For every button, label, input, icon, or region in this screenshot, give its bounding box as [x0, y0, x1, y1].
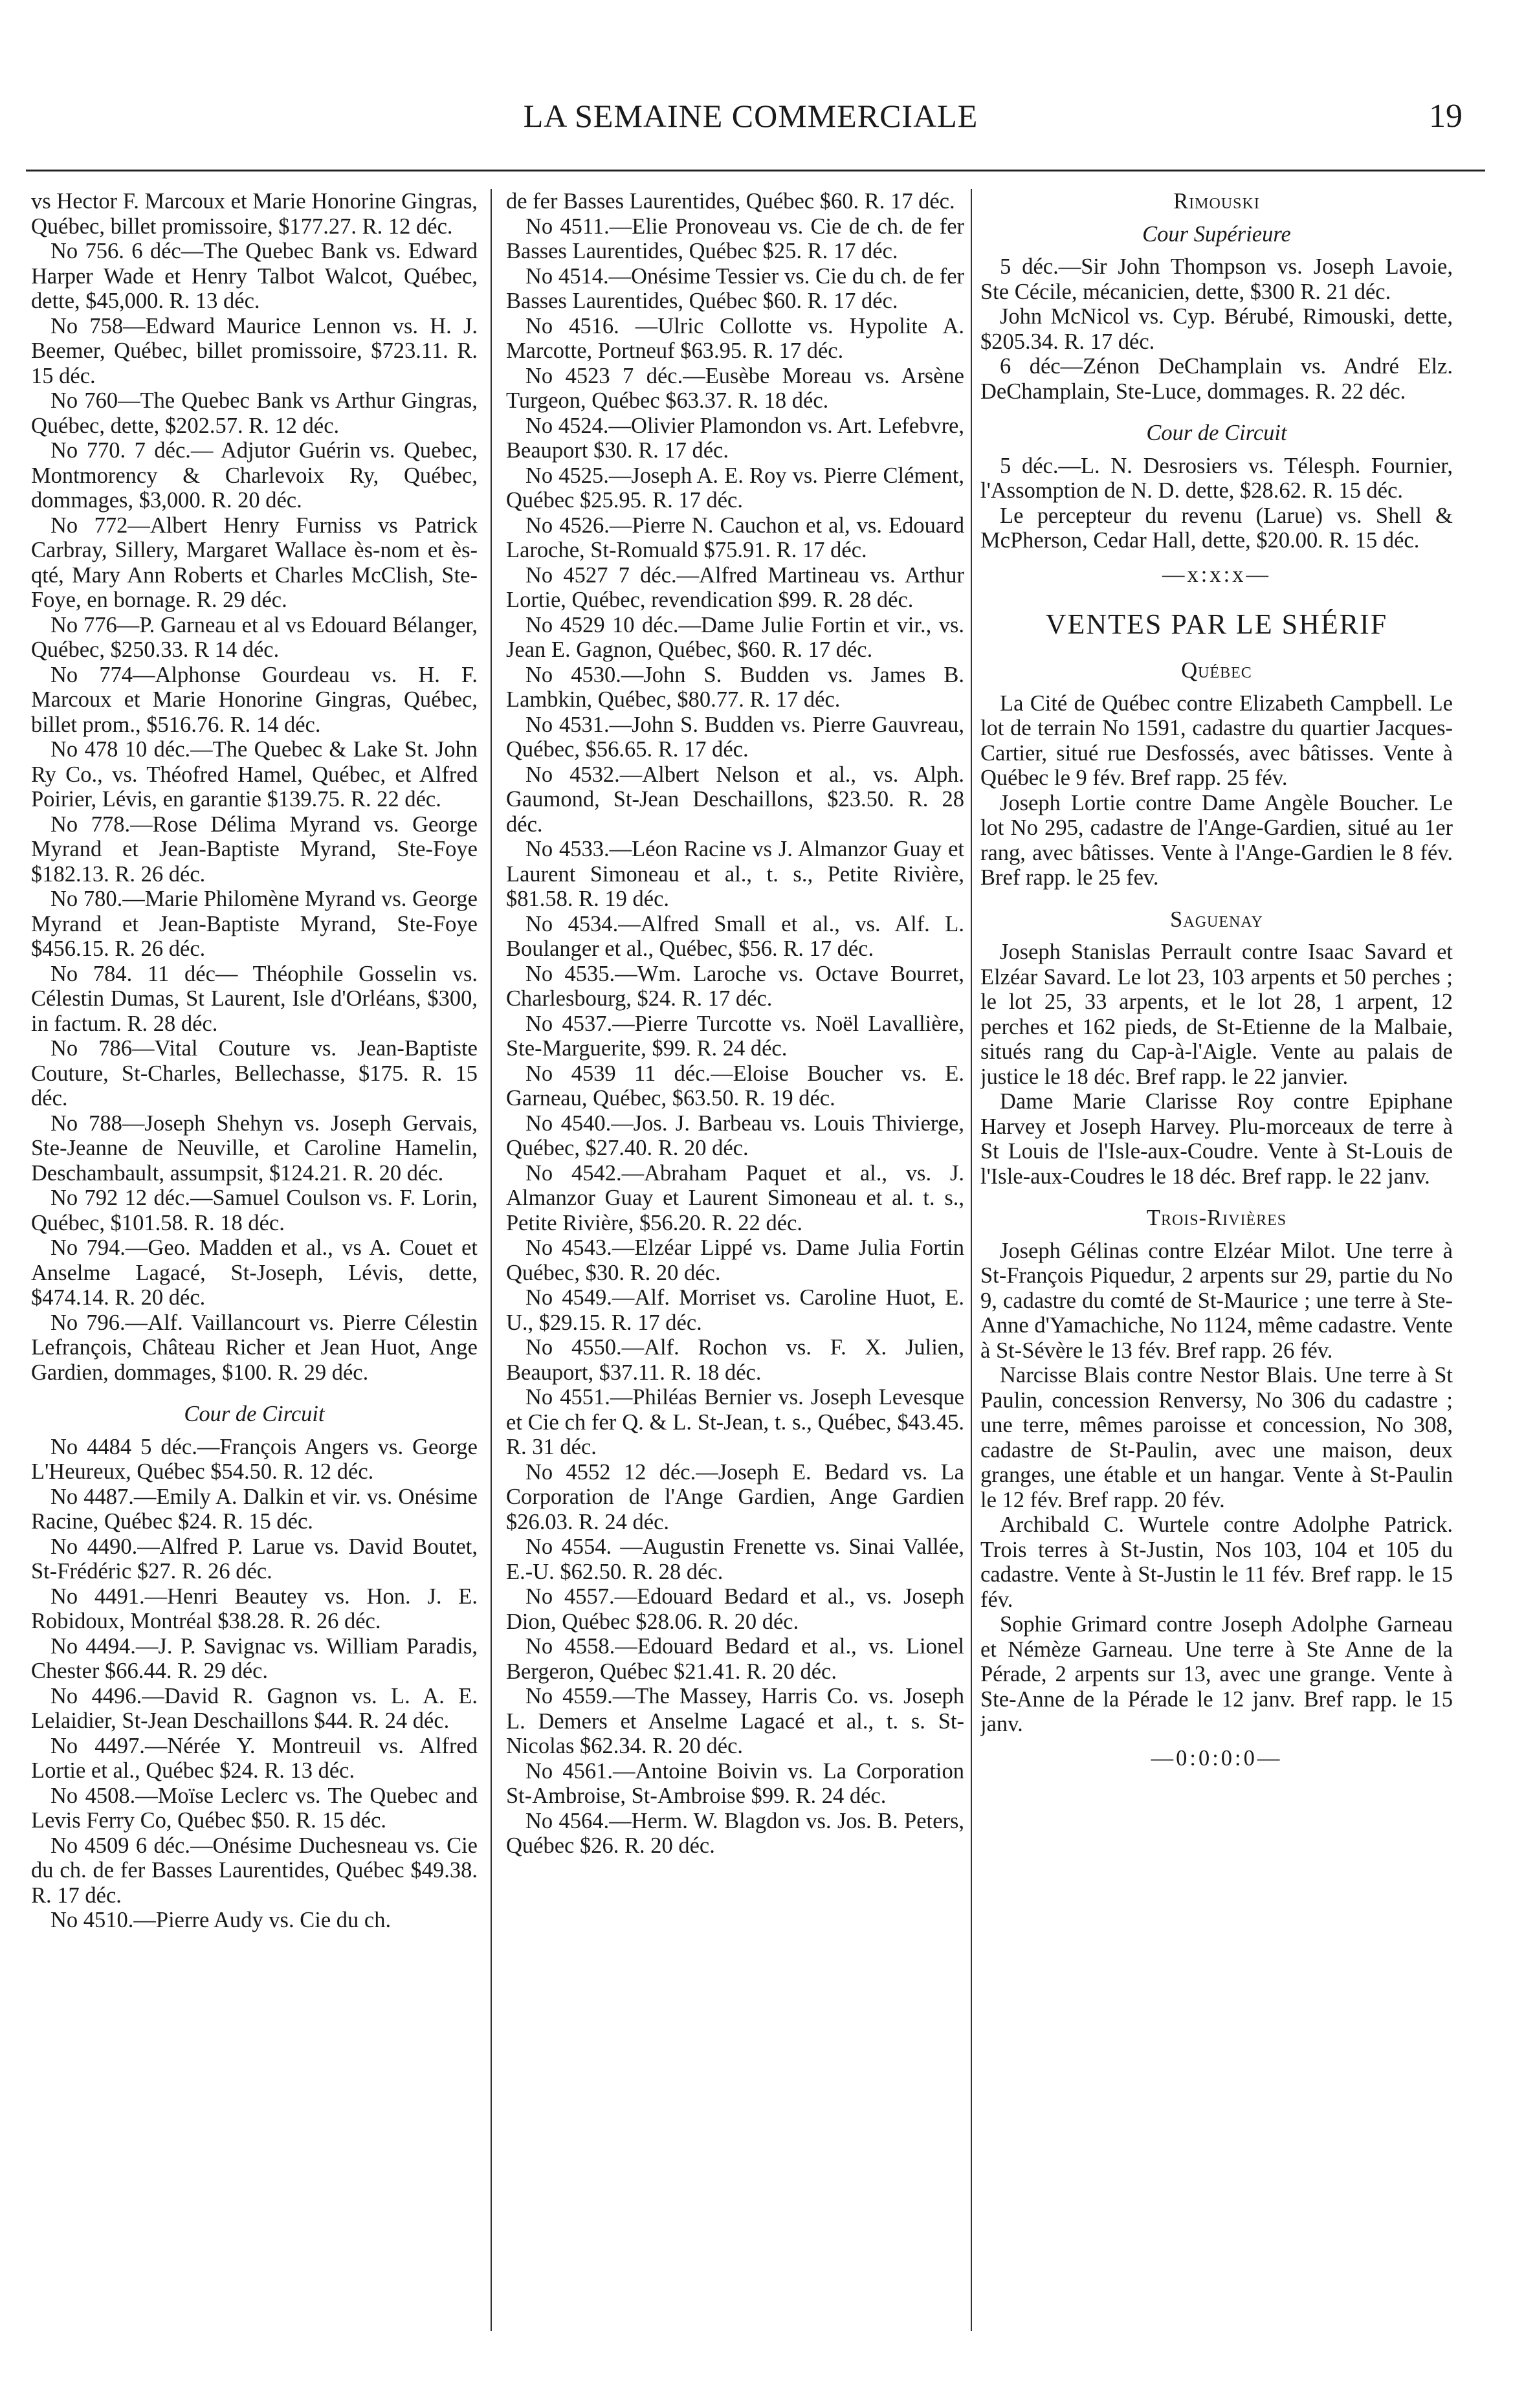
court-entry: No 4508.—Moïse Leclerc vs. The Quebec and Levis Ferry Co, Québec $50. R. 15 déc. — [31, 1783, 478, 1833]
section-heading: Cour de Circuit — [184, 1402, 325, 1426]
court-entry: No 4533.—Léon Racine vs J. Almanzor Guay et Laurent Simoneau et al., t. s., Petite Rivière, $81.58. R. 19 déc. — [506, 837, 964, 911]
court-entry: No 4550.—Alf. Rochon vs. F. X. Julien, Beauport, $37.11. R. 18 déc. — [506, 1335, 964, 1385]
court-entry: No 4554. —Augustin Frenette vs. Sinai Vallée, E.-U. $62.50. R. 28 déc. — [506, 1534, 964, 1584]
sale-entry: Joseph Lortie contre Dame Angèle Boucher. Le lot No 295, cadastre de l'Ange-Gardien, situé au 1er rang, avec bâtisses. Vente à l'Ange-Gardien le 8 fév. Bref rapp. le 25 fev. — [980, 790, 1453, 890]
court-entry: No 4549.—Alf. Morriset vs. Caroline Huot, E. U., $29.15. R. 17 déc. — [506, 1285, 964, 1335]
court-entry: No 4510.—Pierre Audy vs. Cie du ch. — [50, 1908, 392, 1932]
court-entry: No 4487.—Emily A. Dalkin et vir. vs. Onésime Racine, Québec $24. R. 15 déc. — [31, 1484, 478, 1534]
section-subheading: Saguenay — [1170, 907, 1263, 932]
column-divider — [491, 189, 492, 2331]
header-rule — [26, 170, 1485, 171]
court-entry: No 478 10 déc.—The Quebec & Lake St. John Ry Co., vs. Théofred Hamel, Québec, et Alfred Poirier, Lévis, en garantie $139.75. R. 22 déc. — [31, 737, 478, 812]
court-entry: No 792 12 déc.—Samuel Coulson vs. F. Lorin, Québec, $101.58. R. 18 déc. — [31, 1186, 478, 1235]
court-entry: No 4494.—J. P. Savignac vs. William Paradis, Chester $66.44. R. 29 déc. — [31, 1633, 478, 1683]
court-entry: No 4484 5 déc.—François Angers vs. George L'Heureux, Québec $54.50. R. 12 déc. — [31, 1434, 478, 1484]
court-entry: No 4509 6 déc.—Onésime Duchesneau vs. Cie du ch. de fer Basses Laurentides, Québec $49.38. R. 17 déc. — [31, 1833, 478, 1908]
court-entry: No 4511.—Elie Pronoveau vs. Cie de ch. de fer Basses Laurentides, Québec $25. R. 17 déc. — [506, 214, 964, 263]
court-entry: No 760—The Quebec Bank vs Arthur Gingras, Québec, dette, $202.57. R. 12 déc. — [31, 388, 478, 438]
court-entry: No 784. 11 déc— Théophile Gosselin vs. Célestin Dumas, St Laurent, Isle d'Orléans, $300, in factum. R. 28 déc. — [31, 961, 478, 1036]
court-entry: No 772—Albert Henry Furniss vs Patrick Carbray, Sillery, Margaret Wallace ès-nom et ès-qté, Mary Ann Roberts et Charles McClish, Ste-Foye, en bornage. R. 29 déc. — [31, 513, 478, 612]
court-entry: No 4559.—The Massey, Harris Co. vs. Joseph L. Demers et Anselme Lagacé et al., t. s. St-Nicolas $62.34. R. 20 déc. — [506, 1684, 964, 1758]
column-divider — [971, 189, 972, 2331]
court-entry: No 4516. —Ulric Collotte vs. Hypolite A. Marcotte, Portneuf $63.95. R. 17 déc. — [506, 313, 964, 363]
running-head — [39, 97, 1463, 155]
court-entry: No 4558.—Edouard Bedard et al., vs. Lionel Bergeron, Québec $21.41. R. 20 déc. — [506, 1634, 964, 1684]
sale-entry: Joseph Gélinas contre Elzéar Milot. Une terre à St-François Piquedur, 2 arpents sur 29, partie du No 9, cadastre du comté de St-Maurice ; une terre à Ste-Anne d'Yamachiche, No 1124, même cadastre. Vente à St-Sévère le 13 fév. Bref rapp. 26 fév. — [980, 1238, 1453, 1363]
court-entry: de fer Basses Laurentides, Québec $60. R. 17 déc. — [506, 189, 955, 214]
court-entry: No 4539 11 déc.—Eloise Boucher vs. E. Garneau, Québec, $63.50. R. 19 déc. — [506, 1061, 964, 1110]
court-entry: No 4557.—Edouard Bedard et al., vs. Joseph Dion, Québec $28.06. R. 20 déc. — [506, 1584, 964, 1634]
court-entry: No 4534.—Alfred Small et al., vs. Alf. L. Boulanger et al., Québec, $56. R. 17 déc. — [506, 911, 964, 961]
court-entry: No 756. 6 déc—The Quebec Bank vs. Edward Harper Wade et Henry Talbot Walcot, Québec, dette, $45,000. R. 13 déc. — [31, 239, 478, 313]
court-entry: No 780.—Marie Philomène Myrand vs. George Myrand et Jean-Baptiste Myrand, Ste-Foye $456.15. R. 26 déc. — [31, 887, 478, 961]
section-subheading: Cour de Circuit — [1146, 421, 1287, 445]
section-heading: Rimouski — [1173, 189, 1260, 214]
section-heading: VENTES PAR LE SHÉRIF — [1045, 608, 1388, 640]
court-entry: No 4514.—Onésime Tessier vs. Cie du ch. de fer Basses Laurentides, Québec $60. R. 17 déc. — [506, 263, 964, 313]
court-entry: 5 déc.—Sir John Thompson vs. Joseph Lavoie, Ste Cécile, mécanicien, dette, $300 R. 21 déc. — [980, 254, 1453, 304]
court-entry: No 4496.—David R. Gagnon vs. L. A. E. Lelaidier, St-Jean Deschaillons $44. R. 24 déc. — [31, 1683, 478, 1733]
court-entry: No 778.—Rose Délima Myrand vs. George Myrand et Jean-Baptiste Myrand, Ste-Foye $182.13. R. 26 déc. — [31, 812, 478, 887]
court-entry: No 4551.—Philéas Bernier vs. Joseph Levesque et Cie ch fer Q. & L. St-Jean, t. s., Québec, $43.45. R. 31 déc. — [506, 1385, 964, 1459]
section-subheading: Cour Supérieure — [1142, 221, 1291, 247]
column-2 — [506, 189, 964, 2389]
court-entry: No 4491.—Henri Beautey vs. Hon. J. E. Robidoux, Montréal $38.28. R. 26 déc. — [31, 1584, 478, 1633]
sale-entry: Narcisse Blais contre Nestor Blais. Une terre à St Paulin, concession Renversy, No 306 du cadastre ; une terre, mêmes paroisse et concession, No 308, cadastre de St-Paulin, avec une maison, deux granges, une étable et un hangar. Vente à St-Paulin le 12 fév. Bref rapp. 20 fév. — [980, 1363, 1453, 1512]
court-entry: No 4531.—John S. Budden vs. Pierre Gauvreau, Québec, $56.65. R. 17 déc. — [506, 712, 964, 762]
court-entry: No 4537.—Pierre Turcotte vs. Noël Lavallière, Ste-Marguerite, $99. R. 24 déc. — [506, 1011, 964, 1061]
court-entry: No 4523 7 déc.—Eusèbe Moreau vs. Arsène Turgeon, Québec $63.37. R. 18 déc. — [506, 363, 964, 413]
court-entry: No 4526.—Pierre N. Cauchon et al, vs. Edouard Laroche, St-Romuald $75.91. R. 17 déc. — [506, 513, 964, 562]
sale-entry: Dame Marie Clarisse Roy contre Epiphane Harvey et Joseph Harvey. Plu-morceaux de terre à St Louis de l'Isle-aux-Coudre. Vente à St-Louis de l'Isle-aux-Coudres le 18 déc. Bref rapp. le 22 janv. — [980, 1089, 1453, 1189]
court-entry: No 774—Alphonse Gourdeau vs. H. F. Marcoux et Marie Honorine Gingras, Québec, billet prom., $516.76. R. 14 déc. — [31, 662, 478, 737]
column-1 — [31, 189, 478, 2389]
court-entry: No 4490.—Alfred P. Larue vs. David Boutet, St-Frédéric $27. R. 26 déc. — [31, 1534, 478, 1584]
court-entry: vs Hector F. Marcoux et Marie Honorine Gingras, Québec, billet promissoire, $177.27. R. 12 déc. — [31, 189, 478, 239]
court-entry: No 758—Edward Maurice Lennon vs. H. J. Beemer, Québec, billet promissoire, $723.11. R. 15 déc. — [31, 313, 478, 388]
sale-entry: Sophie Grimard contre Joseph Adolphe Garneau et Némèze Garneau. Une terre à Ste Anne de la Pérade, 2 arpents sur 13, avec une grange. Vente à Ste-Anne de la Pérade le 12 janv. Bref rapp. le 15 janv. — [980, 1612, 1453, 1736]
page-number: 19 — [1429, 98, 1463, 135]
court-entry: No 786—Vital Couture vs. Jean-Baptiste Couture, St-Charles, Bellechasse, $175. R. 15 déc. — [31, 1036, 478, 1110]
court-entry: No 788—Joseph Shehyn vs. Joseph Gervais, Ste-Jeanne de Neuville, et Caroline Hamelin, Deschambault, assumpsit, $124.21. R. 20 déc. — [31, 1110, 478, 1186]
court-entry: John McNicol vs. Cyp. Bérubé, Rimouski, dette, $205.34. R. 17 déc. — [980, 304, 1453, 354]
ornament-separator: —x:x:x— — [1162, 562, 1271, 587]
court-entry: No 4535.—Wm. Laroche vs. Octave Bourret, Charlesbourg, $24. R. 17 déc. — [506, 961, 964, 1011]
court-entry: No 776—P. Garneau et al vs Edouard Bélanger, Québec, $250.33. R 14 déc. — [31, 612, 478, 662]
court-entry: No 4530.—John S. Budden vs. James B. Lambkin, Québec, $80.77. R. 17 déc. — [506, 662, 964, 712]
sale-entry: Archibald C. Wurtele contre Adolphe Patrick. Trois terres à St-Justin, Nos 103, 104 et 105 du cadastre. Vente à St-Justin le 11 fév. Bref rapp. le 15 fév. — [980, 1512, 1453, 1612]
court-entry: 6 déc—Zénon DeChamplain vs. André Elz. DeChamplain, Ste-Luce, dommages. R. 22 déc. — [980, 354, 1453, 404]
court-entry: No 4552 12 déc.—Joseph E. Bedard vs. La Corporation de l'Ange Gardien, Ange Gardien $26.03. R. 24 déc. — [506, 1459, 964, 1534]
section-subheading: Québec — [1181, 658, 1252, 683]
ornament-separator: —0:0:0:0— — [1151, 1745, 1283, 1771]
court-entry: No 4561.—Antoine Boivin vs. La Corporation St-Ambroise, St-Ambroise $99. R. 24 déc. — [506, 1758, 964, 1808]
court-entry: Le percepteur du revenu (Larue) vs. Shell & McPherson, Cedar Hall, dette, $20.00. R. 15 déc. — [980, 503, 1453, 553]
court-entry: No 4540.—Jos. J. Barbeau vs. Louis Thivierge, Québec, $27.40. R. 20 déc. — [506, 1110, 964, 1160]
sale-entry: La Cité de Québec contre Elizabeth Campbell. Le lot de terrain No 1591, cadastre du quartier Jacques-Cartier, situé rue Desfossés, avec bâtisses. Vente à Québec le 9 fév. Bref rapp. 25 fév. — [980, 690, 1453, 790]
page-title: LA SEMAINE COMMERCIALE — [523, 98, 978, 134]
court-entry: No 4543.—Elzéar Lippé vs. Dame Julia Fortin Québec, $30. R. 20 déc. — [506, 1235, 964, 1285]
section-subheading: Trois-Rivières — [1146, 1206, 1287, 1230]
court-entry: 5 déc.—L. N. Desrosiers vs. Télesph. Fournier, l'Assomption de N. D. dette, $28.62. R. 15 déc. — [980, 453, 1453, 503]
court-entry: No 770. 7 déc.— Adjutor Guérin vs. Quebec, Montmorency & Charlevoix Ry, Québec, dommages, $3,000. R. 20 déc. — [31, 438, 478, 513]
court-entry: No 4529 10 déc.—Dame Julie Fortin et vir., vs. Jean E. Gagnon, Québec, $60. R. 17 déc. — [506, 612, 964, 662]
court-entry: No 4524.—Olivier Plamondon vs. Art. Lefebvre, Beauport $30. R. 17 déc. — [506, 413, 964, 463]
court-entry: No 4542.—Abraham Paquet et al., vs. J. Almanzor Guay et Laurent Simoneau et al. t. s., Petite Rivière, $56.20. R. 22 déc. — [506, 1160, 964, 1235]
court-entry: No 794.—Geo. Madden et al., vs A. Couet et Anselme Lagacé, St-Joseph, Lévis, dette, $474.14. R. 20 déc. — [31, 1235, 478, 1310]
court-entry: No 796.—Alf. Vaillancourt vs. Pierre Célestin Lefrançois, Château Richer et Jean Huot, Ange Gardien, dommages, $100. R. 29 déc. — [31, 1310, 478, 1385]
column-3 — [980, 189, 1453, 2389]
court-entry: No 4527 7 déc.—Alfred Martineau vs. Arthur Lortie, Québec, revendication $99. R. 28 déc. — [506, 562, 964, 612]
court-entry: No 4532.—Albert Nelson et al., vs. Alph. Gaumond, St-Jean Deschaillons, $23.50. R. 28 déc. — [506, 762, 964, 837]
court-entry: No 4525.—Joseph A. E. Roy vs. Pierre Clément, Québec $25.95. R. 17 déc. — [506, 463, 964, 513]
court-entry: No 4564.—Herm. W. Blagdon vs. Jos. B. Peters, Québec $26. R. 20 déc. — [506, 1808, 964, 1858]
court-entry: No 4497.—Nérée Y. Montreuil vs. Alfred Lortie et al., Québec $24. R. 13 déc. — [31, 1733, 478, 1783]
sale-entry: Joseph Stanislas Perrault contre Isaac Savard et Elzéar Savard. Le lot 23, 103 arpents et 50 perches ; le lot 25, 33 arpents, et le lot 28, 1 arpent, 12 perches et 162 pieds, de St-Etienne de la Malbaie, situés rang du Cap-à-l'Aigle. Vente au palais de justice le 18 déc. Bref rapp. le 22 janvier. — [980, 940, 1453, 1089]
